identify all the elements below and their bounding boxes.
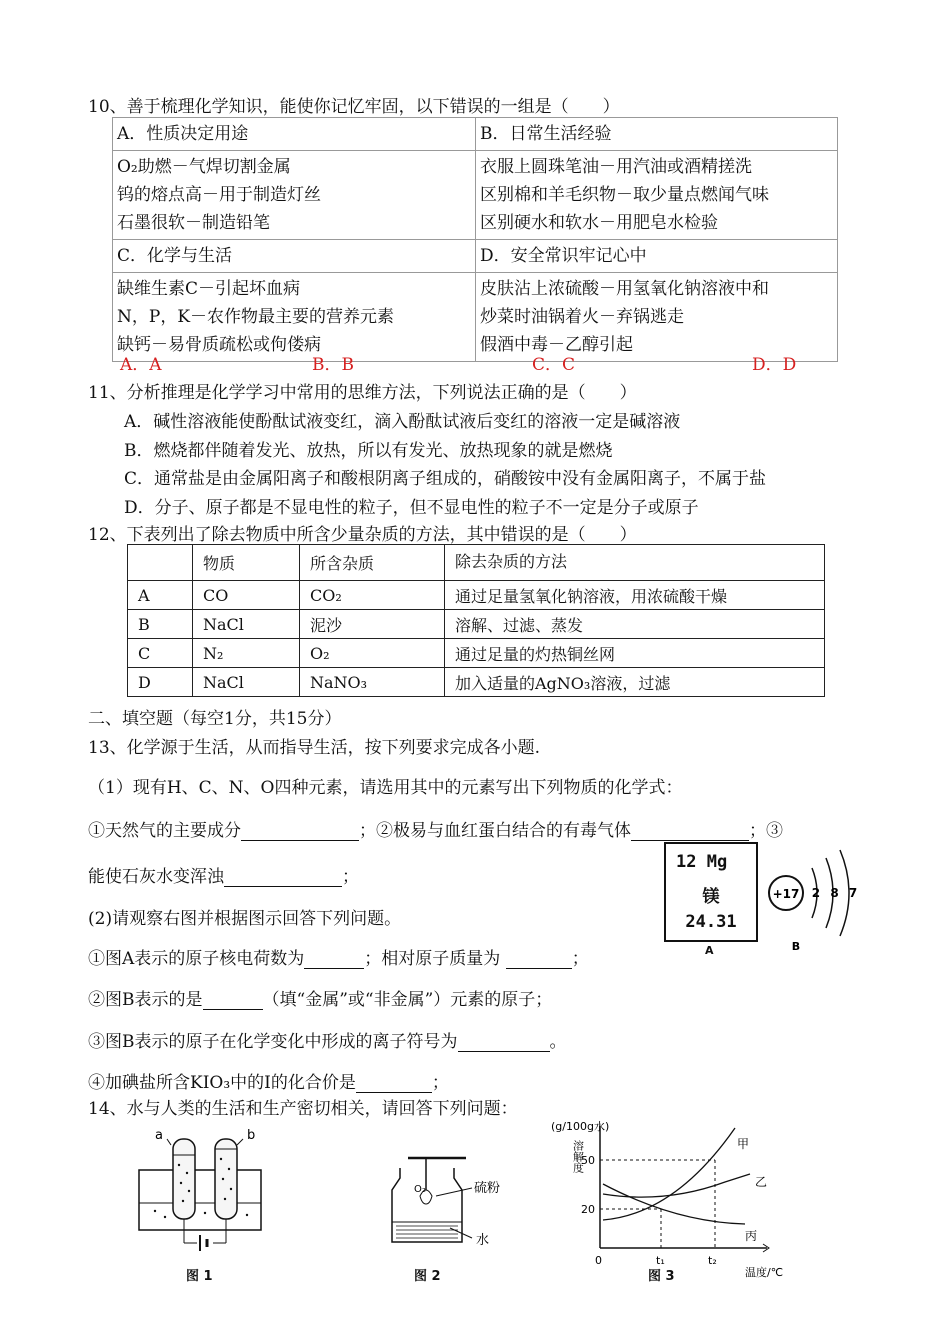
q10-b-line: 区别棉和羊毛织物－取少量点燃闻气味	[480, 185, 769, 205]
q13-line2	[88, 862, 359, 887]
q10-option-d[interactable]: D．D	[752, 355, 797, 375]
q10-cell-c-body	[113, 273, 476, 362]
element-card-top	[676, 852, 727, 872]
answer-blank[interactable]	[356, 1074, 432, 1093]
q13-line-b	[88, 985, 552, 1010]
answer-blank[interactable]	[304, 950, 364, 969]
q13-line-a	[88, 944, 589, 969]
q10-cell-d-head: D．安全常识牢记心中	[480, 246, 647, 266]
q10-d-line: 假酒中毒－乙醇引起	[480, 335, 633, 355]
q13-p1d: 能使石灰水变浑浊	[88, 867, 224, 887]
water-pointer	[450, 1228, 472, 1238]
water-trough	[139, 1170, 261, 1230]
answer-blank[interactable]	[241, 822, 359, 841]
q13-text: ；	[431, 1073, 449, 1093]
atom-structure-diagram	[760, 838, 870, 950]
q10-stem: 10、善于梳理化学知识，能使你记忆牢固，以下错误的一组是（ ）	[88, 97, 620, 117]
q13-text: ；相对原子质量为	[364, 949, 501, 969]
q13-text: 。	[549, 1032, 567, 1052]
q10-cell-b	[476, 118, 838, 151]
q10-d-line: 炒菜时油锅着火－弃锅逃走	[480, 307, 684, 327]
q13-part1: （1）现有H、C、N、O四种元素，请选用其中的元素写出下列物质的化学式：	[88, 778, 683, 798]
origin-label: 0	[595, 1254, 602, 1267]
element-card	[664, 842, 758, 942]
q13-line-d	[88, 1068, 449, 1093]
q11-option-a[interactable]: A．碱性溶液能使酚酞试液变红，滴入酚酞试液后变红的溶液一定是碱溶液	[124, 412, 681, 432]
q12-header: 物质	[193, 545, 300, 581]
tick-t2: t₂	[708, 1254, 717, 1267]
solubility-curve-figure	[545, 1118, 810, 1278]
tube-b	[215, 1139, 237, 1219]
tube-a	[173, 1139, 195, 1219]
q10-b-line: 区别硬水和软水－用肥皂水检验	[480, 213, 718, 233]
label-yi: 乙	[755, 1175, 768, 1189]
q12-cell: O₂	[300, 639, 445, 668]
atomic-number: 12	[676, 852, 697, 872]
q12-cell: B	[128, 610, 193, 639]
q10-c-line: 缺钙－易骨质疏松或佝偻病	[117, 335, 321, 355]
q12-header: 除去杂质的方法	[445, 545, 825, 581]
table-row	[128, 639, 825, 668]
figure-1-caption: 图 1	[186, 1269, 213, 1284]
q11-option-d[interactable]: D．分子、原子都是不显电性的粒子，但不显电性的粒子不一定是分子或原子	[124, 498, 699, 518]
q13-stem: 13、化学源于生活，从而指导生活，按下列要求完成各小题.	[88, 738, 541, 758]
q12-cell: 加入适量的AgNO₃溶液，过滤	[445, 668, 825, 697]
table-row	[128, 610, 825, 639]
q12-cell: N₂	[193, 639, 300, 668]
sulfur-label: 硫粉	[474, 1181, 501, 1196]
y-axis-label: 溶解度	[571, 1140, 585, 1173]
q10-option-b[interactable]: B．B	[312, 355, 354, 375]
q10-cell-b-head: B．日常生活经验	[480, 124, 612, 144]
curve-yi	[603, 1174, 750, 1197]
q12-header: 所含杂质	[300, 545, 445, 581]
q10-a-line: 石墨很软－制造铅笔	[117, 213, 270, 233]
q12-cell: 泥沙	[300, 610, 445, 639]
electron-counts: 2 8 7	[811, 886, 861, 900]
table-row	[128, 668, 825, 697]
answer-blank[interactable]	[506, 950, 572, 969]
q11-stem: 11、分析推理是化学学习中常用的思维方法，下列说法正确的是（ ）	[88, 383, 637, 403]
q10-b-line: 衣服上圆珠笔油－用汽油或酒精搓洗	[480, 157, 752, 177]
q10-cell-d	[476, 240, 838, 273]
q13-line1	[88, 816, 783, 841]
q10-option-c[interactable]: C．C	[532, 355, 576, 375]
q13-p1d-end: ；	[342, 867, 359, 887]
tick-t1: t₁	[656, 1254, 665, 1267]
q14-stem: 14、水与人类的生活和生产密切相关，请回答下列问题：	[88, 1099, 518, 1119]
q13-line-c	[88, 1027, 567, 1052]
q13-text: （填“金属”或“非金属”）元素的原子；	[262, 990, 553, 1010]
label-b-pointer	[237, 1139, 243, 1145]
q12-cell: D	[128, 668, 193, 697]
gas-bottle	[392, 1168, 462, 1242]
section-title: 二、填空题（每空1分，共15分）	[88, 709, 342, 729]
figure-b-label: B	[791, 940, 801, 950]
answer-blank[interactable]	[458, 1033, 550, 1052]
q12-cell: NaCl	[193, 668, 300, 697]
q13-text: ④加碘盐所含KIO₃中的I的化合价是	[88, 1073, 356, 1093]
q13-text: ②图B表示的是	[88, 990, 203, 1010]
q13-p1a: ①天然气的主要成分	[88, 821, 241, 841]
q10-cell-a	[113, 118, 476, 151]
label-b: b	[247, 1128, 256, 1143]
answer-blank[interactable]	[224, 868, 342, 887]
label-jia: 甲	[737, 1137, 750, 1151]
q10-cell-a-body	[113, 151, 476, 240]
q13-text: ①图A表示的原子核电荷数为	[88, 949, 305, 969]
nucleus-charge: +17	[772, 887, 800, 901]
table-row	[128, 581, 825, 610]
q13-p1c: ；③	[749, 821, 783, 841]
q10-a-line: 钨的熔点高－用于制造灯丝	[117, 185, 321, 205]
q10-c-line: N，P，K－农作物最主要的营养元素	[117, 307, 395, 327]
q12-cell: A	[128, 581, 193, 610]
figure-3-caption: 图 3	[648, 1269, 675, 1284]
q12-cell: CO	[193, 581, 300, 610]
x-axis-label: 温度/℃	[745, 1266, 784, 1278]
q12-cell: C	[128, 639, 193, 668]
element-name: 镁	[702, 887, 720, 907]
tick-50: 50	[581, 1154, 595, 1167]
q12-stem: 12、下表列出了除去物质中所含少量杂质的方法，其中错误的是（ ）	[88, 525, 637, 545]
q12-header	[128, 545, 193, 581]
q10-table	[112, 117, 838, 362]
q13-text: ；	[571, 949, 589, 969]
answer-blank[interactable]	[631, 822, 749, 841]
sulfur-burning-figure	[380, 1150, 510, 1250]
q10-cell-d-body	[476, 273, 838, 362]
label-a-pointer	[167, 1139, 171, 1145]
q12-header-row	[128, 545, 825, 581]
figure-2-caption: 图 2	[414, 1269, 441, 1284]
q13-part2: (2)请观察右图并根据图示回答下列问题。	[88, 909, 402, 929]
q10-a-line: O₂助燃－气焊切割金属	[117, 157, 291, 177]
water-label: 水	[476, 1233, 490, 1248]
electrolysis-figure	[135, 1125, 270, 1255]
answer-blank[interactable]	[203, 991, 263, 1010]
q10-cell-c-head: C．化学与生活	[117, 246, 233, 266]
tick-20: 20	[581, 1203, 595, 1216]
q12-cell: 通过足量氢氧化钠溶液，用浓硫酸干燥	[445, 581, 825, 610]
q12-cell: NaCl	[193, 610, 300, 639]
atomic-mass: 24.31	[685, 912, 737, 932]
q11-option-b[interactable]: B．燃烧都伴随着发光、放热，所以有发光、放热现象的就是燃烧	[124, 441, 613, 461]
curve-bing	[603, 1184, 745, 1224]
q10-cell-b-body	[476, 151, 838, 240]
q12-table	[127, 544, 825, 697]
q12-cell: CO₂	[300, 581, 445, 610]
q10-cell-c	[113, 240, 476, 273]
q12-cell: 通过足量的灼热铜丝网	[445, 639, 825, 668]
q12-cell: NaNO₃	[300, 668, 445, 697]
q13-text: ③图B表示的原子在化学变化中形成的离子符号为	[88, 1032, 458, 1052]
figure-a-label: A	[705, 944, 714, 957]
q10-c-line: 缺维生素C－引起坏血病	[117, 279, 301, 299]
q10-d-line: 皮肤沾上浓硫酸－用氢氧化钠溶液中和	[480, 279, 769, 299]
element-symbol: Mg	[706, 852, 728, 872]
water-hatch	[396, 1226, 458, 1238]
o2-label: O₂	[414, 1184, 426, 1195]
q10-option-a[interactable]: A．A	[120, 355, 162, 375]
q11-option-c[interactable]: C．通常盐是由金属阳离子和酸根阴离子组成的，硝酸铵中没有金属阳离子，不属于盐	[124, 469, 767, 489]
q13-p1b: ；②极易与血红蛋白结合的有毒气体	[359, 821, 631, 841]
label-a: a	[155, 1128, 163, 1143]
powder-pointer	[436, 1188, 472, 1196]
label-bing: 丙	[745, 1229, 758, 1243]
y-unit: (g/100g水)	[551, 1120, 610, 1133]
q10-cell-a-head: A．性质决定用途	[117, 124, 249, 144]
q12-cell: 溶解、过滤、蒸发	[445, 610, 825, 639]
